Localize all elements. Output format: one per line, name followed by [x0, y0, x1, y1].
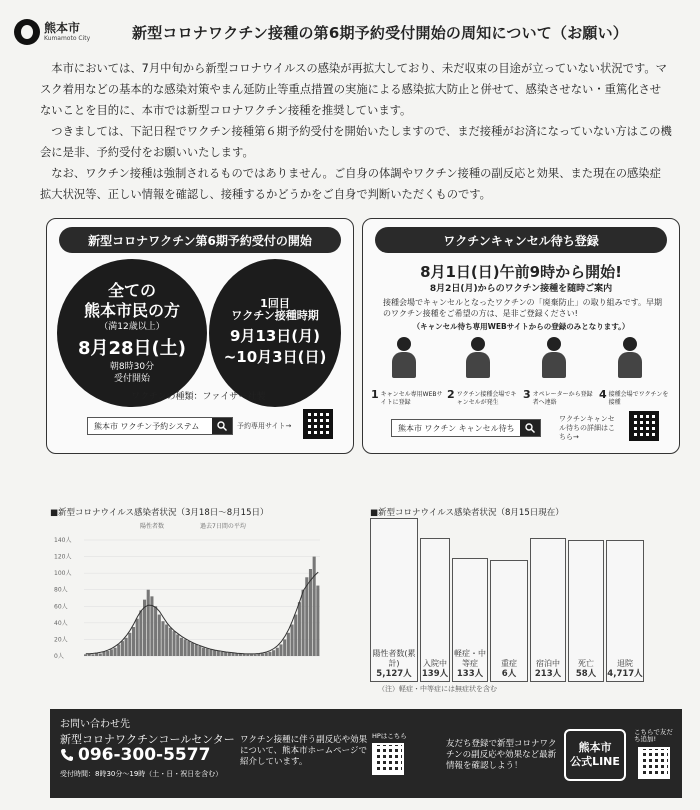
chart-bar	[213, 650, 216, 656]
chart-bar	[84, 654, 87, 656]
chart-bar	[206, 649, 209, 656]
reservation-site-label[interactable]: 予約専用サイト→	[237, 422, 292, 430]
cancellation-box	[362, 218, 680, 454]
chart-bar	[165, 625, 168, 656]
chart-bar	[287, 633, 290, 656]
step-illustration-4	[595, 335, 665, 389]
step-2-num: 2	[447, 388, 455, 401]
paragraph-1: 本市においては、7月中旬から新型コロナウイルスの感染が再拡大しており、未だ収束の目途が立っていない状況です。マスク着用などの基本的な感染対策やまん延防止等重点措置の実施による感染拡大防止と併せて、感染させない・重篤化させないことを目的に、本市では新型コロナワクチン接種を推奨しています。	[40, 62, 667, 117]
infection-chart	[50, 518, 330, 668]
step-4	[599, 388, 671, 407]
chart-bar	[173, 631, 176, 656]
case-value: 133人	[456, 669, 484, 679]
line-friend-text: 友だち登録で新型コロナワクチンの副反応や効果など最新情報を確認しよう！	[446, 739, 557, 771]
cancellation-search-box[interactable]	[391, 419, 541, 437]
chart-bar	[294, 615, 297, 656]
chart-bar	[117, 644, 120, 656]
chart-bar	[176, 634, 179, 656]
phone-text: 096-300-5577	[78, 745, 211, 765]
chart-bar	[209, 649, 212, 656]
step-4-num: 4	[599, 388, 607, 401]
eligibility-note: （満12歳以上）	[99, 322, 165, 332]
case-box	[452, 558, 488, 682]
step-2	[447, 388, 519, 407]
chart-bar	[228, 653, 231, 656]
chart-bar	[283, 639, 286, 656]
case-value: 4,717人	[607, 669, 643, 679]
city-logo-icon	[14, 19, 40, 45]
case-label: 入院中	[423, 659, 447, 668]
person-icon	[610, 335, 650, 381]
cancellation-qr-icon[interactable]	[629, 411, 659, 441]
start-date: 8月28日(土)	[77, 338, 187, 359]
case-value: 5,127人	[376, 669, 412, 679]
cancellation-desc: 接種会場でキャンセルとなったワクチンの「廃棄防止」の取り組みです。早期のワクチン接種をご希望の方は、是非ご登録ください!	[383, 298, 662, 318]
chart-bar	[128, 633, 131, 656]
case-box	[606, 540, 644, 682]
chart-bar	[161, 621, 164, 656]
chart-bar	[121, 641, 124, 656]
chart-bar	[276, 648, 279, 656]
case-label: 死亡	[578, 659, 594, 668]
call-hours: 受付時間：8時30分～19時（土・日・祝日を含む）	[60, 770, 223, 778]
step-4-text: 接種会場でワクチンを接種	[608, 391, 669, 406]
case-label: 宿泊中	[536, 659, 560, 668]
call-center-name: 新型コロナワクチンコールセンター	[60, 733, 235, 746]
chart-bar	[302, 590, 305, 656]
reservation-search-box[interactable]	[87, 417, 233, 435]
logo-en: Kumamoto City	[44, 35, 91, 42]
chart-bar	[191, 643, 194, 656]
chart-bar	[198, 646, 201, 656]
case-footnote: （注）軽症・中等症には無症状を含む	[378, 685, 497, 693]
case-status-panel	[370, 518, 672, 688]
phone-icon	[60, 748, 74, 762]
contact-label: お問い合わせ先	[60, 719, 130, 730]
eligibility-line2: 熊本市民の方	[83, 301, 180, 320]
chart-bar	[139, 610, 142, 656]
chart-bar	[254, 654, 257, 656]
person-icon	[534, 335, 574, 381]
step-3-text: オペレーターから登録者へ連絡	[532, 391, 593, 406]
case-value: 58人	[575, 669, 597, 679]
chart-bar	[106, 651, 109, 656]
hp-qr-label: HPはこちら	[372, 732, 407, 740]
chart-bar	[187, 641, 190, 656]
header	[14, 12, 686, 52]
chart-bar	[261, 654, 264, 656]
cancellation-detail-label[interactable]: ワクチンキャンセル待ちの詳細はこちら→	[559, 415, 615, 441]
chart-bar	[125, 638, 128, 656]
chart-bar	[265, 653, 268, 656]
case-label: 軽症・中等症	[454, 649, 486, 668]
step-3	[523, 388, 595, 407]
eligibility-circle	[57, 259, 207, 407]
case-label: 重症	[501, 659, 517, 668]
step-illustration-1	[369, 335, 439, 389]
reservation-heading: 新型コロナワクチン第6期予約受付の開始	[59, 227, 341, 253]
chart-bar	[132, 627, 135, 656]
chart-bar	[102, 652, 105, 656]
cancellation-note: （キャンセル待ち専用WEBサイトからの登録のみとなります。）	[412, 322, 630, 331]
case-box	[370, 518, 418, 682]
case-value: 213人	[534, 669, 562, 679]
period-date2: ~10月3日(日)	[223, 348, 327, 366]
chart2-title: ■新型コロナウイルス感染者状況（8月15日現在）	[370, 508, 564, 518]
chart-bar	[180, 638, 183, 656]
city-logo	[14, 19, 132, 45]
y-tick-label: 100人	[54, 570, 72, 578]
line-label1: 熊本市	[578, 741, 612, 754]
period-line1: 1回目	[260, 297, 290, 310]
chart-bar	[250, 654, 253, 656]
hp-info: ワクチン接種に伴う副反応や効果について、熊本市ホームページで紹介しています。	[240, 735, 368, 767]
vaccine-type: ワクチンの種類：ファイザー社製	[131, 392, 266, 402]
eligibility-line1: 全ての	[107, 281, 156, 300]
hp-qr-icon[interactable]	[372, 743, 404, 775]
case-label: 退院	[617, 659, 633, 668]
case-value: 6人	[501, 669, 517, 679]
case-box	[420, 538, 450, 682]
chart-bar	[114, 648, 117, 656]
person-icon	[384, 335, 424, 381]
chart-bar	[291, 625, 294, 656]
line-official-badge[interactable]	[564, 729, 626, 781]
step-illustration-3	[519, 335, 589, 389]
line-label2: 公式LINE	[570, 755, 620, 768]
legend-bar: 陽性者数	[140, 523, 165, 530]
reservation-box	[46, 218, 354, 454]
case-value: 139人	[421, 669, 449, 679]
paragraph-2: つきましては、下記日程でワクチン接種第６期予約受付を開始いたしますので、まだ接種がお済になっていない方はこの機会に是非、予約受付をお願いいたします。	[40, 125, 672, 159]
step-1-text: キャンセル専用WEBサイトに登録	[380, 391, 443, 406]
y-tick-label: 80人	[54, 586, 68, 594]
chart1-title: ■新型コロナウイルス感染者状況（3月18日～8月15日）	[50, 508, 269, 518]
chart-bar	[235, 654, 238, 656]
chart-bar	[91, 654, 94, 656]
reservation-search-text: 熊本市 ワクチン予約システム	[94, 421, 200, 431]
legend-line: 過去7日間の平均	[200, 523, 246, 530]
period-line2: ワクチン接種時期	[231, 309, 319, 322]
y-tick-label: 140人	[54, 537, 72, 544]
step-3-num: 3	[523, 388, 531, 401]
chart-bar	[184, 639, 187, 656]
chart-bar	[316, 586, 319, 656]
y-tick-label: 0人	[54, 653, 64, 660]
step-1	[371, 388, 443, 407]
chart-bar	[169, 628, 172, 656]
period-circle	[209, 259, 341, 407]
chart-bar	[136, 619, 139, 656]
chart-bar	[313, 557, 316, 656]
step-2-text: ワクチン接種会場でキャンセルが発生	[456, 391, 517, 406]
case-label: 陽性者数(累計)	[372, 649, 416, 668]
case-box	[490, 560, 528, 682]
chart-bar	[158, 615, 161, 656]
case-box	[530, 538, 566, 682]
chart-bar	[154, 606, 157, 656]
chart-bar	[217, 651, 220, 656]
chart-bar	[268, 652, 271, 656]
line-qr-icon[interactable]	[638, 747, 670, 779]
period-date1: 9月13日(月)	[229, 327, 321, 345]
y-tick-label: 60人	[54, 603, 68, 611]
chart-bar	[220, 652, 223, 656]
step-illustration-2	[443, 335, 513, 389]
cancellation-start: 8月1日(日)午前9時から開始!	[420, 263, 622, 281]
chart-bar	[147, 590, 150, 656]
paragraph-3: なお、ワクチン接種は強制されるものではありません。ご自身の体調やワクチン接種の副反応と効果、また現在の感染症拡大状況等、正しい情報を確認し、接種するかどうかをご自身で判断いただくものです。	[40, 167, 661, 201]
step-1-num: 1	[371, 388, 379, 401]
start-time2: 受付開始	[113, 374, 150, 384]
chart-bar	[246, 654, 249, 656]
y-tick-label: 120人	[54, 553, 72, 561]
chart-bar	[298, 602, 301, 656]
logo-jp: 熊本市	[44, 21, 81, 35]
phone-number[interactable]	[60, 745, 210, 765]
person-icon	[458, 335, 498, 381]
cancellation-heading: ワクチンキャンセル待ち登録	[375, 227, 667, 253]
case-box	[568, 540, 604, 682]
chart-bar	[99, 654, 102, 656]
chart-bar	[272, 650, 275, 656]
chart-bar	[195, 644, 198, 656]
line-qr-label: こちらで友だち追加!	[634, 728, 673, 743]
page-title: 新型コロナワクチン接種の第6期予約受付開始の周知について（お願い）	[132, 23, 628, 42]
footer	[50, 709, 682, 798]
y-tick-label: 40人	[54, 619, 68, 627]
y-tick-label: 20人	[54, 636, 68, 644]
chart-bar	[110, 649, 113, 656]
cancellation-sub: 8月2日(月)からのワクチン接種を随時ご案内	[429, 284, 613, 294]
chart-bar	[279, 644, 282, 656]
cancellation-search-text: 熊本市 ワクチン キャンセル待ち	[398, 423, 515, 433]
chart-bar	[202, 648, 205, 656]
start-time: 朝8時30分	[109, 362, 155, 372]
reservation-qr-icon[interactable]	[303, 409, 333, 439]
chart-bar	[305, 577, 308, 656]
search-icon[interactable]	[520, 420, 540, 436]
body-text	[40, 58, 672, 205]
search-icon[interactable]	[212, 418, 232, 434]
